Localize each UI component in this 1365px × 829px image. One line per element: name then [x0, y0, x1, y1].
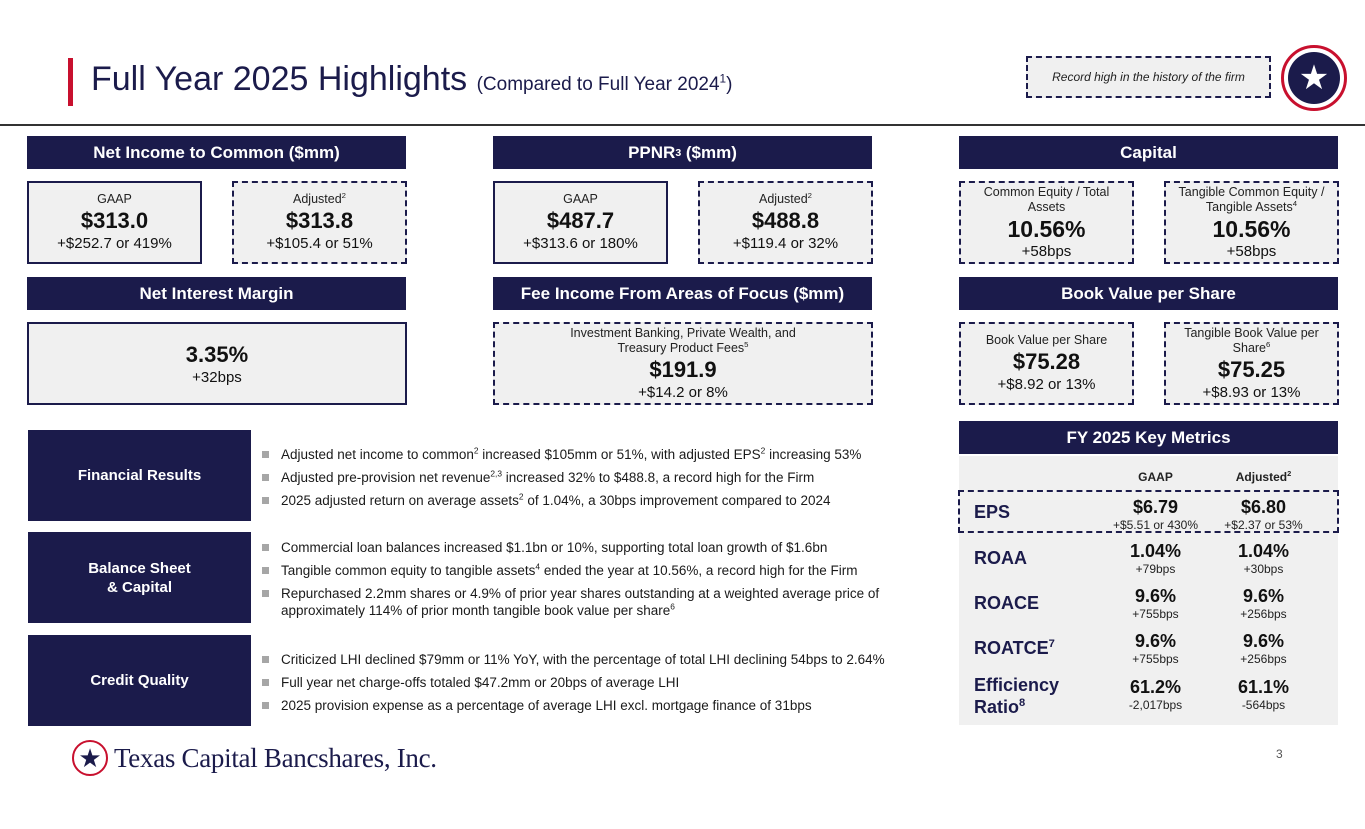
list-item: Repurchased 2.2mm shares or 4.9% of prior year shares outstanding at a weighted average price of approximately 114% of prior month tangible book value per share$^6$: [262, 585, 922, 619]
star-badge: [1281, 45, 1347, 111]
record-high-legend: Record high in the history of the firm: [1026, 56, 1271, 98]
title-accent-bar: [68, 58, 73, 106]
list-item: Adjusted net income to common$^2$ increased $105mm or 51%, with adjusted EPS$^2$ increasing 53%: [262, 446, 932, 463]
credit-quality-list: [262, 651, 932, 720]
key-metrics-table: GAAP Adjusted$^2$ EPS $6.79 +$5.51 or 430% $6.80 +$2.37 or 53% ROAA 1.04% +79bps 1.04% +30bps ROACE 9.6% +755bps 9.6% +256bps ROATCE$^7$ 9.6% +755bps 9.6% +256bps Efficiency Ratio$^8$ 61.2% -2,017bps 61.1% -564bps: [959, 456, 1338, 725]
list-item: Full year net charge-offs totaled $47.2mm or 20bps of average LHI: [262, 674, 932, 691]
fee-income-header: Fee Income From Areas of Focus ($mm): [493, 277, 872, 310]
page-subtitle: (Compared to Full Year 2024$^1$): [476, 72, 733, 95]
nim-header: Net Interest Margin: [27, 277, 406, 310]
title-divider: [0, 124, 1365, 126]
tangible-common-equity-box: Tangible Common Equity / Tangible Assets$^4$ 10.56% +58bps: [1164, 181, 1339, 264]
page-title: Full Year 2025 Highlights (Compared to Full Year 2024$^1$): [91, 60, 733, 98]
col-header-gaap: GAAP: [1138, 470, 1173, 484]
list-item: Criticized LHI declined $79mm or 11% YoY, with the percentage of total LHI declining 54bps to 2.64%: [262, 651, 932, 668]
ppnr-adjusted-box: Adjusted$^2$ $488.8 +$119.4 or 32%: [698, 181, 873, 264]
net-income-adjusted-box: Adjusted$^2$ $313.8 +$105.4 or 51%: [232, 181, 407, 264]
capital-header: Capital: [959, 136, 1338, 169]
ppnr-gaap-box: GAAP $487.7 +$313.6 or 180%: [493, 181, 668, 264]
key-metrics-header: FY 2025 Key Metrics: [959, 421, 1338, 454]
page-number: 3: [1276, 747, 1283, 761]
list-item: Commercial loan balances increased $1.1bn or 10%, supporting total loan growth of $1.6bn: [262, 539, 932, 556]
list-item: 2025 provision expense as a percentage of average LHI excl. mortgage finance of 31bps: [262, 697, 932, 714]
list-item: Adjusted pre-provision net revenue$^{2,3}$ increased 32% to $488.8, a record high for the Firm: [262, 469, 932, 486]
star-icon: ★: [72, 740, 108, 776]
net-income-gaap-box: GAAP $313.0 +$252.7 or 419%: [27, 181, 202, 264]
col-header-adjusted: Adjusted$^2$: [1235, 469, 1292, 484]
company-logo: [72, 740, 437, 776]
fee-income-box: Investment Banking, Private Wealth, and Treasury Product Fees$^5$ $191.9 +$14.2 or 8%: [493, 322, 873, 405]
balance-sheet-label: Balance Sheet & Capital: [28, 532, 251, 623]
tangible-book-value-box: Tangible Book Value per Share$^6$ $75.25 +$8.93 or 13%: [1164, 322, 1339, 405]
financial-results-list: [262, 446, 932, 515]
credit-quality-label: Credit Quality: [28, 635, 251, 726]
financial-results-label: Financial Results: [28, 430, 251, 521]
net-income-header: Net Income to Common ($mm): [27, 136, 406, 169]
list-item: Tangible common equity to tangible assets$^4$ ended the year at 10.56%, a record high for the Firm: [262, 562, 932, 579]
eps-record-outline: [958, 490, 1339, 533]
company-name: Texas Capital Bancshares, Inc.: [114, 742, 437, 773]
common-equity-box: Common Equity / Total Assets 10.56% +58bps: [959, 181, 1134, 264]
balance-sheet-list: [262, 539, 932, 625]
ppnr-header: PPNR 3 ($mm): [493, 136, 872, 169]
star-icon: ★: [1288, 52, 1340, 104]
book-value-header: Book Value per Share: [959, 277, 1338, 310]
nim-box: 3.35% +32bps: [27, 322, 407, 405]
book-value-box: Book Value per Share $75.28 +$8.92 or 13%: [959, 322, 1134, 405]
list-item: 2025 adjusted return on average assets$^2$ of 1.04%, a 30bps improvement compared to 2024: [262, 492, 932, 509]
